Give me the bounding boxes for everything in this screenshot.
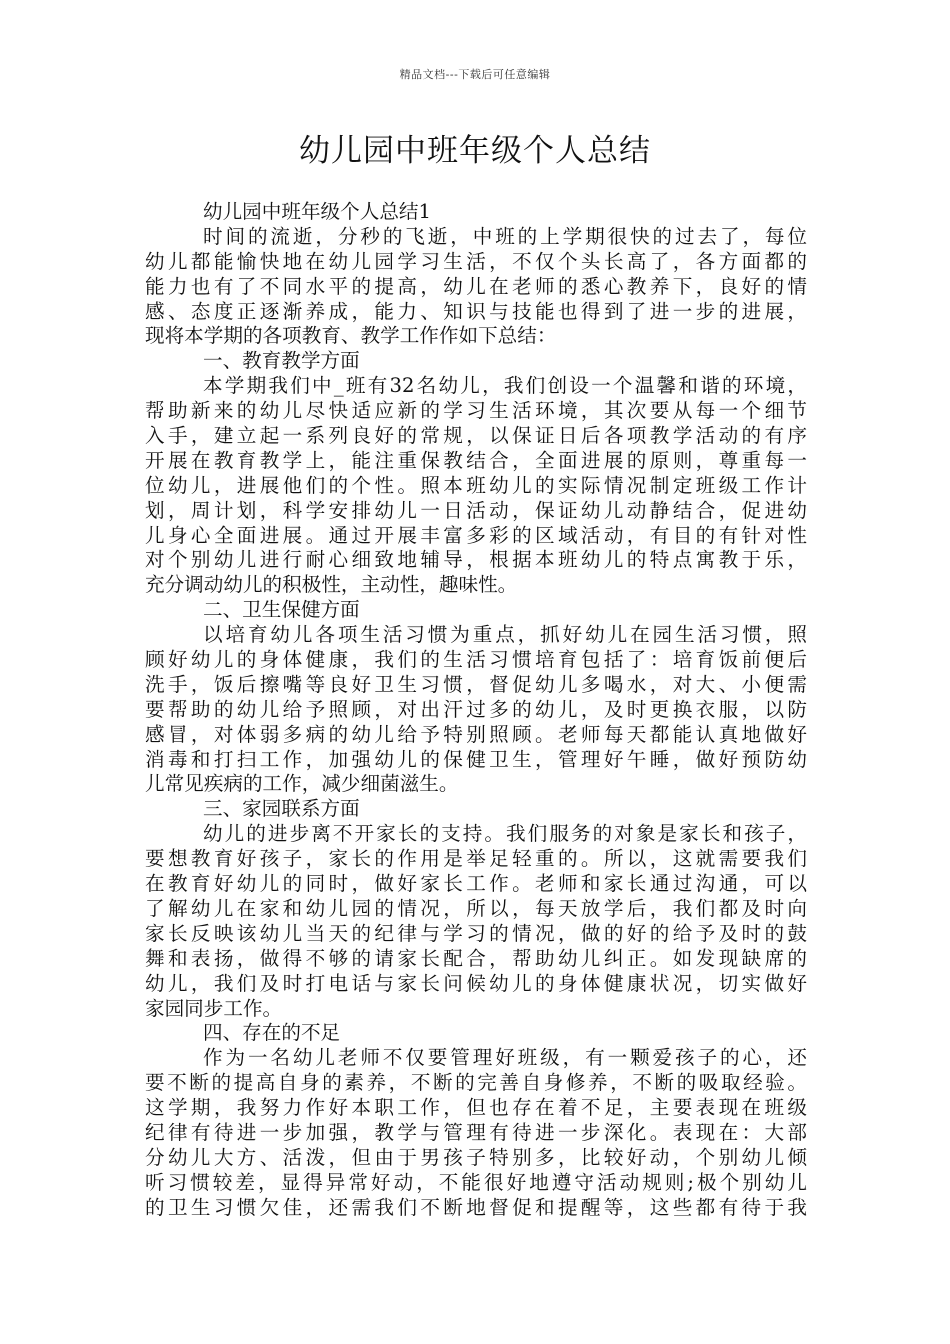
text-line: 帮助新来的幼儿尽快适应新的学习生活环境，其次要从每一个细节 [145, 399, 807, 423]
text-line: 三、家园联系方面 [203, 797, 360, 821]
text-line: 顾好幼儿的身体健康，我们的生活习惯培育包括了：培育饭前便后 [145, 648, 807, 672]
text-line: 幼儿园中班年级个人总结1 [203, 200, 431, 223]
text-line: 充分调动幼儿的积极性，主动性，趣味性。 [145, 573, 518, 597]
text-line: 这学期，我努力作好本职工作，但也存在着不足，主要表现在班级 [145, 1096, 807, 1120]
text-line: 的卫生习惯欠佳，还需我们不断地督促和提醒等，这些都有待于我 [145, 1195, 807, 1219]
text-line: 时间的流逝，分秒的飞逝，中班的上学期很快的过去了，每位 [203, 224, 807, 248]
text-line: 幼儿都能愉快地在幼儿园学习生活，不仅个头长高了，各方面都的 [145, 249, 807, 273]
document-title: 幼儿园中班年级个人总结 [299, 133, 651, 169]
document-body [145, 200, 807, 1221]
text-line: 要帮助的幼儿给予照顾，对出汗过多的幼儿，及时更换衣服，以防 [145, 697, 807, 721]
text-line: 儿身心全面进展。通过开展丰富多彩的区域活动，有目的有针对性 [145, 523, 807, 547]
text-line: 现将本学期的各项教育、教学工作作如下总结： [145, 324, 557, 348]
text-line: 消毒和打扫工作，加强幼儿的保健卫生，管理好午睡，做好预防幼 [145, 747, 807, 771]
text-line: 要不断的提高自身的素养，不断的完善自身修养，不断的吸取经验。 [145, 1071, 807, 1095]
text-line: 幼儿，我们及时打电话与家长问候幼儿的身体健康状况，切实做好 [145, 971, 807, 995]
text-line: 洗手，饭后擦嘴等良好卫生习惯，督促幼儿多喝水，对大、小便需 [145, 672, 807, 696]
text-line: 对个别幼儿进行耐心细致地辅导，根据本班幼儿的特点寓教于乐， [145, 548, 807, 572]
text-line: 开展在教育教学上，能注重保教结合，全面进展的原则，尊重每一 [145, 448, 807, 472]
text-line: 作为一名幼儿老师不仅要管理好班级，有一颗爱孩子的心，还 [203, 1046, 807, 1070]
text-line: 能力也有了不同水平的提高，幼儿在老师的悉心教养下，良好的情 [145, 274, 807, 298]
text-line: 划，周计划，科学安排幼儿一日活动，保证幼儿动静结合，促进幼 [145, 498, 807, 522]
text-line: 二、卫生保健方面 [203, 598, 360, 622]
text-line: 要想教育好孩子，家长的作用是举足轻重的。所以，这就需要我们 [145, 847, 807, 871]
text-line: 了解幼儿在家和幼儿园的情况，所以，每天放学后，我们都及时向 [145, 896, 807, 920]
text-line: 分幼儿大方、活泼，但由于男孩子特别多，比较好动，个别幼儿倾 [145, 1145, 807, 1169]
text-line: 以培育幼儿各项生活习惯为重点，抓好幼儿在园生活习惯，照 [203, 623, 807, 647]
text-line: 家园同步工作。 [145, 996, 283, 1020]
text-line: 四、存在的不足 [203, 1021, 341, 1045]
text-line: 幼儿的进步离不开家长的支持。我们服务的对象是家长和孩子， [203, 822, 807, 846]
text-line: 感冒，对体弱多病的幼儿给予特别照顾。老师每天都能认真地做好 [145, 722, 807, 746]
text-line: 入手，建立起一系列良好的常规，以保证日后各项教学活动的有序 [145, 424, 807, 448]
text-line: 在教育好幼儿的同时，做好家长工作。老师和家长通过沟通，可以 [145, 872, 807, 896]
text-line: 一、教育教学方面 [203, 349, 360, 373]
text-line: 本学期我们中_班有32名幼儿，我们创设一个温馨和谐的环境， [203, 374, 807, 398]
text-line: 舞和表扬，做得不够的请家长配合，帮助幼儿纠正。如发现缺席的 [145, 946, 807, 970]
text-line: 纪律有待进一步加强，教学与管理有待进一步深化。表现在：大部 [145, 1120, 807, 1144]
header-note: 精品文档---下载后可任意编辑 [399, 68, 551, 81]
text-line: 位幼儿，进展他们的个性。照本班幼儿的实际情况制定班级工作计 [145, 473, 807, 497]
text-line: 感、态度正逐渐养成，能力、知识与技能也得到了进一步的进展， [145, 299, 807, 323]
text-line: 听习惯较差，显得异常好动，不能很好地遵守活动规则;极个别幼儿 [145, 1170, 807, 1194]
text-line: 儿常见疾病的工作，减少细菌滋生。 [145, 772, 459, 796]
text-line: 家长反映该幼儿当天的纪律与学习的情况，做的好的给予及时的鼓 [145, 921, 807, 945]
